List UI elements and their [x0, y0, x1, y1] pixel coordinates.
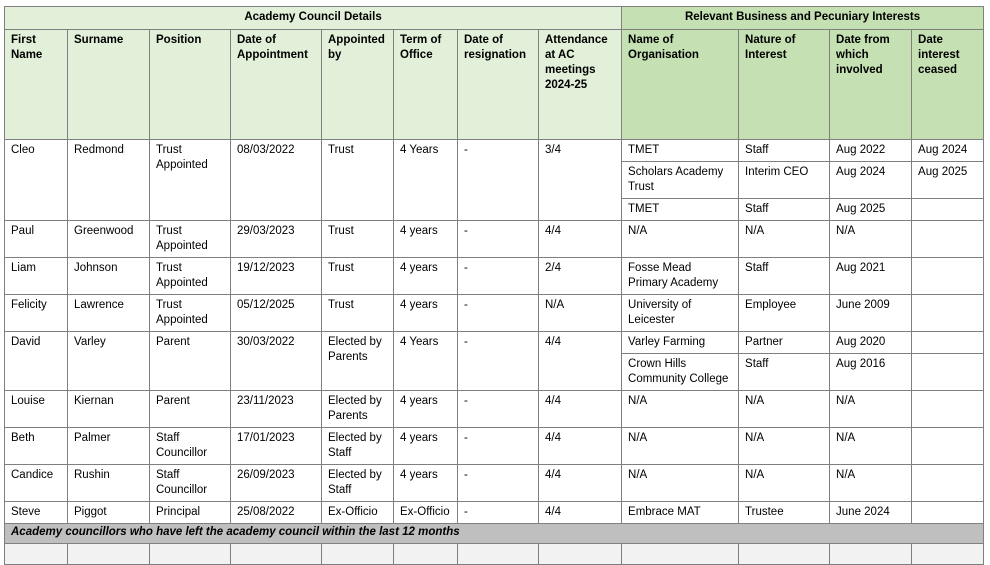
col-date-ceased: Date interest ceased — [912, 30, 984, 140]
col-date-from: Date from which involved — [830, 30, 912, 140]
member-date-of-appointment: 23/11/2023 — [231, 391, 322, 428]
member-date-of-appointment: 30/03/2022 — [231, 332, 322, 391]
interest-date-ceased — [912, 428, 984, 465]
interest-date-from: June 2009 — [830, 295, 912, 332]
interest-organisation: N/A — [622, 465, 739, 502]
table-row — [5, 140, 984, 162]
member-attendance: 4/4 — [539, 465, 622, 502]
empty-cell — [912, 544, 984, 565]
interest-date-from: Aug 2024 — [830, 162, 912, 199]
interest-organisation: Embrace MAT — [622, 502, 739, 524]
interest-organisation: TMET — [622, 199, 739, 221]
interest-date-from: N/A — [830, 221, 912, 258]
interest-date-from: N/A — [830, 465, 912, 502]
empty-cell — [5, 544, 68, 565]
member-surname: Johnson — [68, 258, 150, 295]
col-date-of-appointment: Date of Appointment — [231, 30, 322, 140]
member-appointed-by: Trust — [322, 221, 394, 258]
interest-organisation: Scholars Academy Trust — [622, 162, 739, 199]
member-surname: Redmond — [68, 140, 150, 221]
member-date-of-appointment: 05/12/2025 — [231, 295, 322, 332]
col-attendance: Attendance at AC meetings 2024-25 — [539, 30, 622, 140]
member-position: Parent — [150, 332, 231, 391]
member-appointed-by: Elected by Staff — [322, 428, 394, 465]
col-appointed-by: Appointed by — [322, 30, 394, 140]
table-row — [5, 391, 984, 428]
member-surname: Piggot — [68, 502, 150, 524]
member-appointed-by: Trust — [322, 295, 394, 332]
member-term-of-office: 4 years — [394, 428, 458, 465]
interest-date-from: Aug 2016 — [830, 354, 912, 391]
interest-organisation: Crown Hills Community College — [622, 354, 739, 391]
member-first-name: Steve — [5, 502, 68, 524]
member-first-name: Candice — [5, 465, 68, 502]
governance-table — [4, 6, 984, 565]
member-term-of-office: 4 years — [394, 465, 458, 502]
interest-nature: N/A — [739, 428, 830, 465]
member-date-of-appointment: 19/12/2023 — [231, 258, 322, 295]
member-term-of-office: 4 Years — [394, 140, 458, 221]
member-attendance: N/A — [539, 295, 622, 332]
interest-date-ceased — [912, 391, 984, 428]
left-councillors-note: Academy councillors who have left the academy council within the last 12 months — [5, 524, 984, 544]
member-term-of-office: 4 Years — [394, 332, 458, 391]
empty-cell — [622, 544, 739, 565]
member-term-of-office: 4 years — [394, 221, 458, 258]
member-first-name: Liam — [5, 258, 68, 295]
interest-organisation: Varley Farming — [622, 332, 739, 354]
empty-cell — [68, 544, 150, 565]
col-date-of-resignation: Date of resignation — [458, 30, 539, 140]
member-date-of-resignation: - — [458, 332, 539, 391]
interest-organisation: N/A — [622, 428, 739, 465]
interest-nature: Partner — [739, 332, 830, 354]
interest-date-ceased — [912, 465, 984, 502]
member-date-of-resignation: - — [458, 221, 539, 258]
interest-date-ceased — [912, 354, 984, 391]
member-position: Principal — [150, 502, 231, 524]
col-position: Position — [150, 30, 231, 140]
col-nature-of-interest: Nature of Interest — [739, 30, 830, 140]
member-position: Trust Appointed — [150, 258, 231, 295]
empty-cell — [458, 544, 539, 565]
interest-date-ceased — [912, 258, 984, 295]
member-appointed-by: Trust — [322, 258, 394, 295]
group-interests-header: Relevant Business and Pecuniary Interests — [622, 7, 984, 30]
interest-nature: Staff — [739, 140, 830, 162]
member-appointed-by: Trust — [322, 140, 394, 221]
member-date-of-resignation: - — [458, 140, 539, 221]
member-date-of-resignation: - — [458, 391, 539, 428]
interest-nature: Staff — [739, 354, 830, 391]
member-surname: Lawrence — [68, 295, 150, 332]
member-date-of-resignation: - — [458, 295, 539, 332]
group-council-header: Academy Council Details — [5, 7, 622, 30]
table-row — [5, 465, 984, 502]
member-attendance: 2/4 — [539, 258, 622, 295]
interest-nature: Interim CEO — [739, 162, 830, 199]
member-first-name: Louise — [5, 391, 68, 428]
interest-nature: N/A — [739, 391, 830, 428]
interest-nature: N/A — [739, 221, 830, 258]
member-position: Trust Appointed — [150, 295, 231, 332]
table-row — [5, 221, 984, 258]
interest-date-ceased — [912, 502, 984, 524]
member-surname: Rushin — [68, 465, 150, 502]
interest-date-from: Aug 2022 — [830, 140, 912, 162]
col-surname: Surname — [68, 30, 150, 140]
member-first-name: David — [5, 332, 68, 391]
member-surname: Greenwood — [68, 221, 150, 258]
interest-date-from: June 2024 — [830, 502, 912, 524]
member-term-of-office: 4 years — [394, 391, 458, 428]
members-body — [5, 140, 984, 524]
interest-date-from: N/A — [830, 391, 912, 428]
member-date-of-appointment: 26/09/2023 — [231, 465, 322, 502]
member-position: Parent — [150, 391, 231, 428]
table-row — [5, 502, 984, 524]
interest-organisation: Fosse Mead Primary Academy — [622, 258, 739, 295]
member-position: Staff Councillor — [150, 465, 231, 502]
interest-nature: Employee — [739, 295, 830, 332]
col-organisation: Name of Organisation — [622, 30, 739, 140]
empty-cell — [322, 544, 394, 565]
member-date-of-appointment: 17/01/2023 — [231, 428, 322, 465]
interest-organisation: TMET — [622, 140, 739, 162]
member-date-of-appointment: 08/03/2022 — [231, 140, 322, 221]
member-surname: Varley — [68, 332, 150, 391]
member-term-of-office: 4 years — [394, 295, 458, 332]
governance-table-container — [4, 6, 984, 565]
interest-date-ceased: Aug 2025 — [912, 162, 984, 199]
member-first-name: Paul — [5, 221, 68, 258]
member-date-of-resignation: - — [458, 428, 539, 465]
empty-cell — [739, 544, 830, 565]
member-appointed-by: Elected by Parents — [322, 332, 394, 391]
interest-organisation: N/A — [622, 391, 739, 428]
table-row — [5, 332, 984, 354]
empty-cell — [150, 544, 231, 565]
member-date-of-resignation: - — [458, 502, 539, 524]
table-row — [5, 428, 984, 465]
member-appointed-by: Ex-Officio — [322, 502, 394, 524]
member-appointed-by: Elected by Staff — [322, 465, 394, 502]
empty-cell — [231, 544, 322, 565]
member-position: Trust Appointed — [150, 221, 231, 258]
interest-nature: Staff — [739, 258, 830, 295]
column-header-row — [5, 30, 984, 140]
interest-date-from: N/A — [830, 428, 912, 465]
member-attendance: 4/4 — [539, 221, 622, 258]
interest-date-ceased — [912, 221, 984, 258]
member-attendance: 4/4 — [539, 428, 622, 465]
empty-cell — [394, 544, 458, 565]
member-surname: Palmer — [68, 428, 150, 465]
empty-row — [5, 544, 984, 565]
member-appointed-by: Elected by Parents — [322, 391, 394, 428]
interest-date-from: Aug 2025 — [830, 199, 912, 221]
interest-nature: Trustee — [739, 502, 830, 524]
member-date-of-resignation: - — [458, 465, 539, 502]
table-row — [5, 295, 984, 332]
member-surname: Kiernan — [68, 391, 150, 428]
member-date-of-appointment: 25/08/2022 — [231, 502, 322, 524]
member-term-of-office: Ex-Officio — [394, 502, 458, 524]
member-attendance: 4/4 — [539, 332, 622, 391]
interest-date-ceased — [912, 332, 984, 354]
member-position: Staff Councillor — [150, 428, 231, 465]
interest-date-ceased — [912, 199, 984, 221]
col-first-name: First Name — [5, 30, 68, 140]
interest-date-from: Aug 2020 — [830, 332, 912, 354]
member-position: Trust Appointed — [150, 140, 231, 221]
group-header-row — [5, 7, 984, 30]
interest-nature: Staff — [739, 199, 830, 221]
interest-organisation: University of Leicester — [622, 295, 739, 332]
member-first-name: Felicity — [5, 295, 68, 332]
member-attendance: 3/4 — [539, 140, 622, 221]
member-first-name: Cleo — [5, 140, 68, 221]
member-attendance: 4/4 — [539, 391, 622, 428]
member-first-name: Beth — [5, 428, 68, 465]
member-date-of-appointment: 29/03/2023 — [231, 221, 322, 258]
interest-nature: N/A — [739, 465, 830, 502]
empty-cell — [830, 544, 912, 565]
member-date-of-resignation: - — [458, 258, 539, 295]
col-term-of-office: Term of Office — [394, 30, 458, 140]
interest-date-ceased: Aug 2024 — [912, 140, 984, 162]
member-term-of-office: 4 years — [394, 258, 458, 295]
interest-organisation: N/A — [622, 221, 739, 258]
interest-date-ceased — [912, 295, 984, 332]
table-row — [5, 258, 984, 295]
interest-date-from: Aug 2021 — [830, 258, 912, 295]
empty-cell — [539, 544, 622, 565]
member-attendance: 4/4 — [539, 502, 622, 524]
